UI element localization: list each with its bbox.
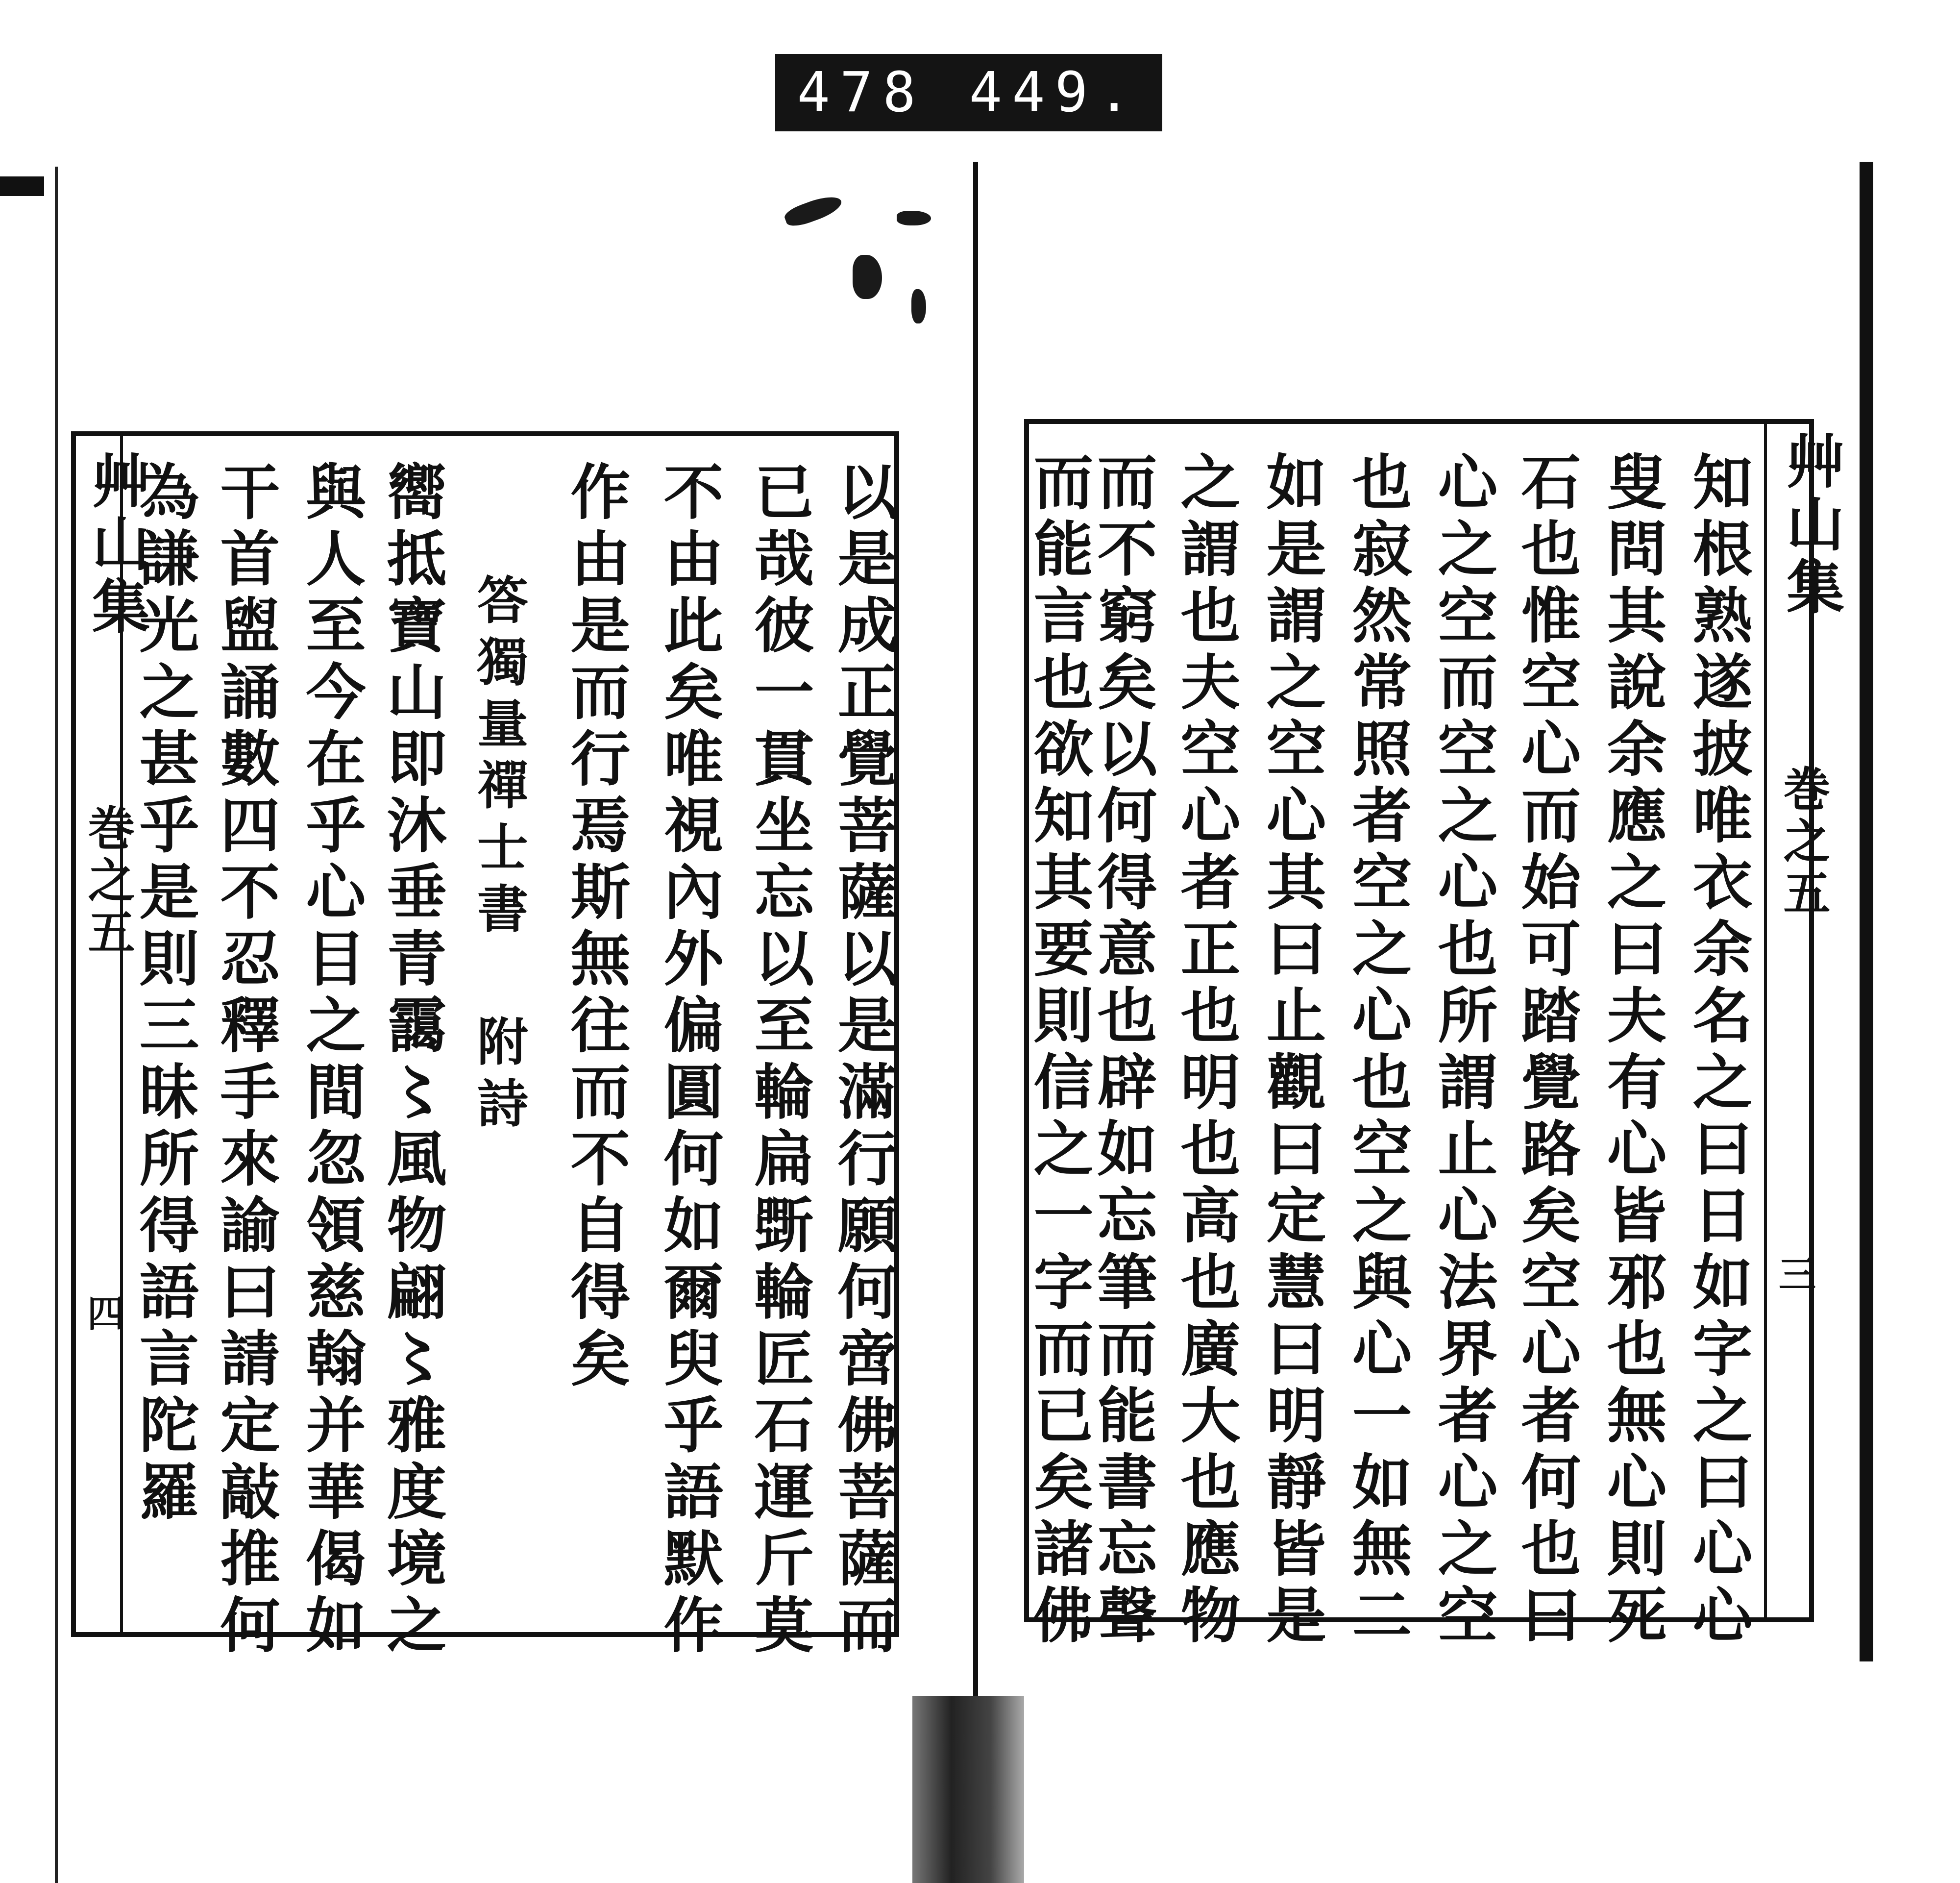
left-column-8: 干首盥誦數四不忍釋手來諭曰請定敲推何: [210, 461, 281, 1660]
right-gutter-volume: 巻之五: [1776, 765, 1831, 920]
right-gutter-title: 艸山集: [1777, 431, 1845, 619]
catalog-number-left: 478: [797, 61, 926, 124]
right-column-8: 而不窮矣以何得意也辟如忘筆而能書忘聲: [1087, 451, 1158, 1651]
catalog-number-right: 449.: [969, 61, 1141, 124]
right-column-6: 如是謂之空心其曰止觀曰定慧曰明靜皆是: [1256, 451, 1327, 1651]
worm-damage-mark: [853, 255, 882, 299]
left-book-edge: [0, 176, 44, 196]
worm-damage-mark: [897, 211, 931, 225]
right-column-1: 知根熟遂披唯衣余名之曰日如字之曰心心: [1683, 451, 1753, 1651]
worm-damage-mark: [911, 289, 926, 323]
right-column-4: 心之空而空之心也所謂止心法界者心之空: [1428, 451, 1498, 1651]
left-column-3: 不由此矣唯視內外偏圓何如爾臾乎語默作: [654, 461, 724, 1660]
right-column-3: 石也惟空心而始可踏覺路矣空心者何也曰: [1511, 451, 1582, 1651]
spine-shadow: [912, 1696, 1024, 1883]
left-fold-number: 四: [87, 1292, 124, 1336]
right-gutter-rule: [1764, 421, 1767, 1620]
right-column-5: 也寂然常照者空之心也空之與心一如無二: [1342, 451, 1413, 1651]
right-column-2: 叟問其說余應之曰夫有心皆邪也無心則死: [1597, 451, 1667, 1651]
right-fold-number: 三: [1779, 1253, 1816, 1296]
letter-heading: 答獨量禪士書 附詩: [468, 573, 529, 1139]
spine-line: [973, 162, 978, 1883]
left-column-6: 嚮抵寶山即沐垂青靄〻風物翩〻雅度境之: [377, 461, 447, 1660]
left-column-1: 以是成正覺菩薩以是滿行願何啻佛菩薩而: [828, 461, 898, 1660]
left-column-9: 為謙光之甚乎是則三昧所得語言陀羅: [129, 461, 200, 1527]
left-gutter-title: 艸山集: [82, 451, 150, 639]
left-column-4: 作由是而行焉斯無往而不自得矣: [561, 461, 631, 1394]
left-column-7: 與人至今在乎心目之間忽領慈翰并華偈如: [296, 461, 367, 1660]
right-column-9: 而能言也欲知其要則信之一字而已矣諸佛: [1024, 451, 1094, 1651]
left-column-2: 已哉彼一貫坐忘以至輪扁斲輪匠石運斤莫: [744, 461, 815, 1660]
right-column-7: 之謂也夫空心者正也明也高也廣大也應物: [1171, 451, 1241, 1651]
left-gutter-volume: 巻之五: [80, 804, 136, 960]
right-book-edge: [1860, 162, 1873, 1661]
